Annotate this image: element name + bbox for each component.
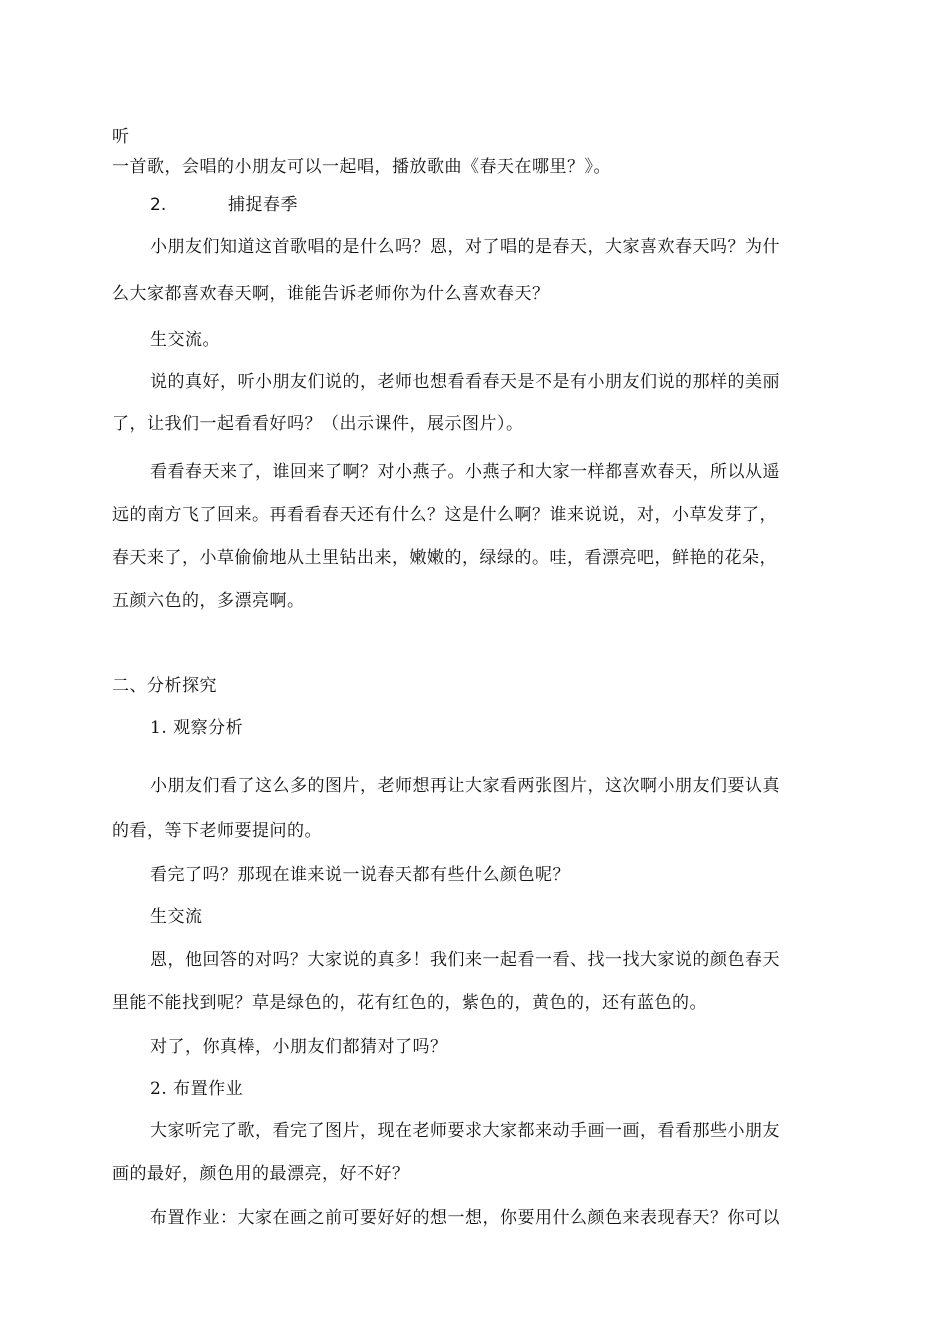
paragraph-line: 春天来了，小草偷偷地从土里钻出来，嫩嫩的，绿绿的。哇，看漂亮吧，鲜艳的花朵， (112, 548, 777, 568)
paragraph-line: 五颜六色的，多漂亮啊。 (112, 591, 305, 611)
text-line: 一首歌，会唱的小朋友可以一起唱，播放歌曲《春天在哪里？》。 (112, 157, 611, 177)
subsection-heading: 1. 观察分析 (150, 718, 244, 738)
paragraph-line: 看完了吗？那现在谁来说一说春天都有些什么颜色呢？ (150, 865, 570, 885)
section-title: 捕捉春季 (228, 195, 298, 215)
paragraph-line: 里能不能找到呢？草是绿色的，花有红色的，紫色的，黄色的，还有蓝色的。 (112, 993, 707, 1013)
paragraph-line: 说的真好，听小朋友们说的，老师也想看看春天是不是有小朋友们说的那样的美丽 (150, 372, 780, 392)
paragraph-line: 远的南方飞了回来。再看看春天还有什么？这是什么啊？谁来说说，对，小草发芽了， (112, 505, 777, 525)
paragraph-line: 看看春天来了，谁回来了啊？对小燕子。小燕子和大家一样都喜欢春天，所以从遥 (150, 462, 780, 482)
paragraph-line: 生交流 (150, 907, 203, 927)
part-heading: 二、分析探究 (112, 676, 217, 696)
paragraph-line: 恩，他回答的对吗？大家说的真多！我们来一起看一看、找一找大家说的颜色春天 (150, 950, 780, 970)
paragraph-line: 了，让我们一起看看好吗？（出示课件，展示图片）。 (112, 414, 524, 434)
section-number: 2. (150, 195, 167, 215)
paragraph-line: 么大家都喜欢春天啊，谁能告诉老师你为什么喜欢春天？ (112, 284, 550, 304)
paragraph-line: 布置作业：大家在画之前可要好好的想一想，你要用什么颜色来表现春天？你可以 (150, 1208, 780, 1228)
paragraph-line: 小朋友们看了这么多的图片，老师想再让大家看两张图片，这次啊小朋友们要认真 (150, 776, 780, 796)
paragraph-line: 大家听完了歌，看完了图片，现在老师要求大家都来动手画一画，看看那些小朋友 (150, 1121, 780, 1141)
text-line: 听 (112, 127, 130, 147)
paragraph-line: 对了，你真棒，小朋友们都猜对了吗？ (150, 1037, 448, 1057)
paragraph-line: 的看，等下老师要提问的。 (112, 821, 322, 841)
paragraph-line: 生交流。 (150, 330, 220, 350)
paragraph-line: 画的最好，颜色用的最漂亮，好不好？ (112, 1164, 410, 1184)
paragraph-line: 小朋友们知道这首歌唱的是什么吗？恩，对了唱的是春天，大家喜欢春天吗？为什 (150, 237, 780, 257)
subsection-heading: 2. 布置作业 (150, 1079, 244, 1099)
